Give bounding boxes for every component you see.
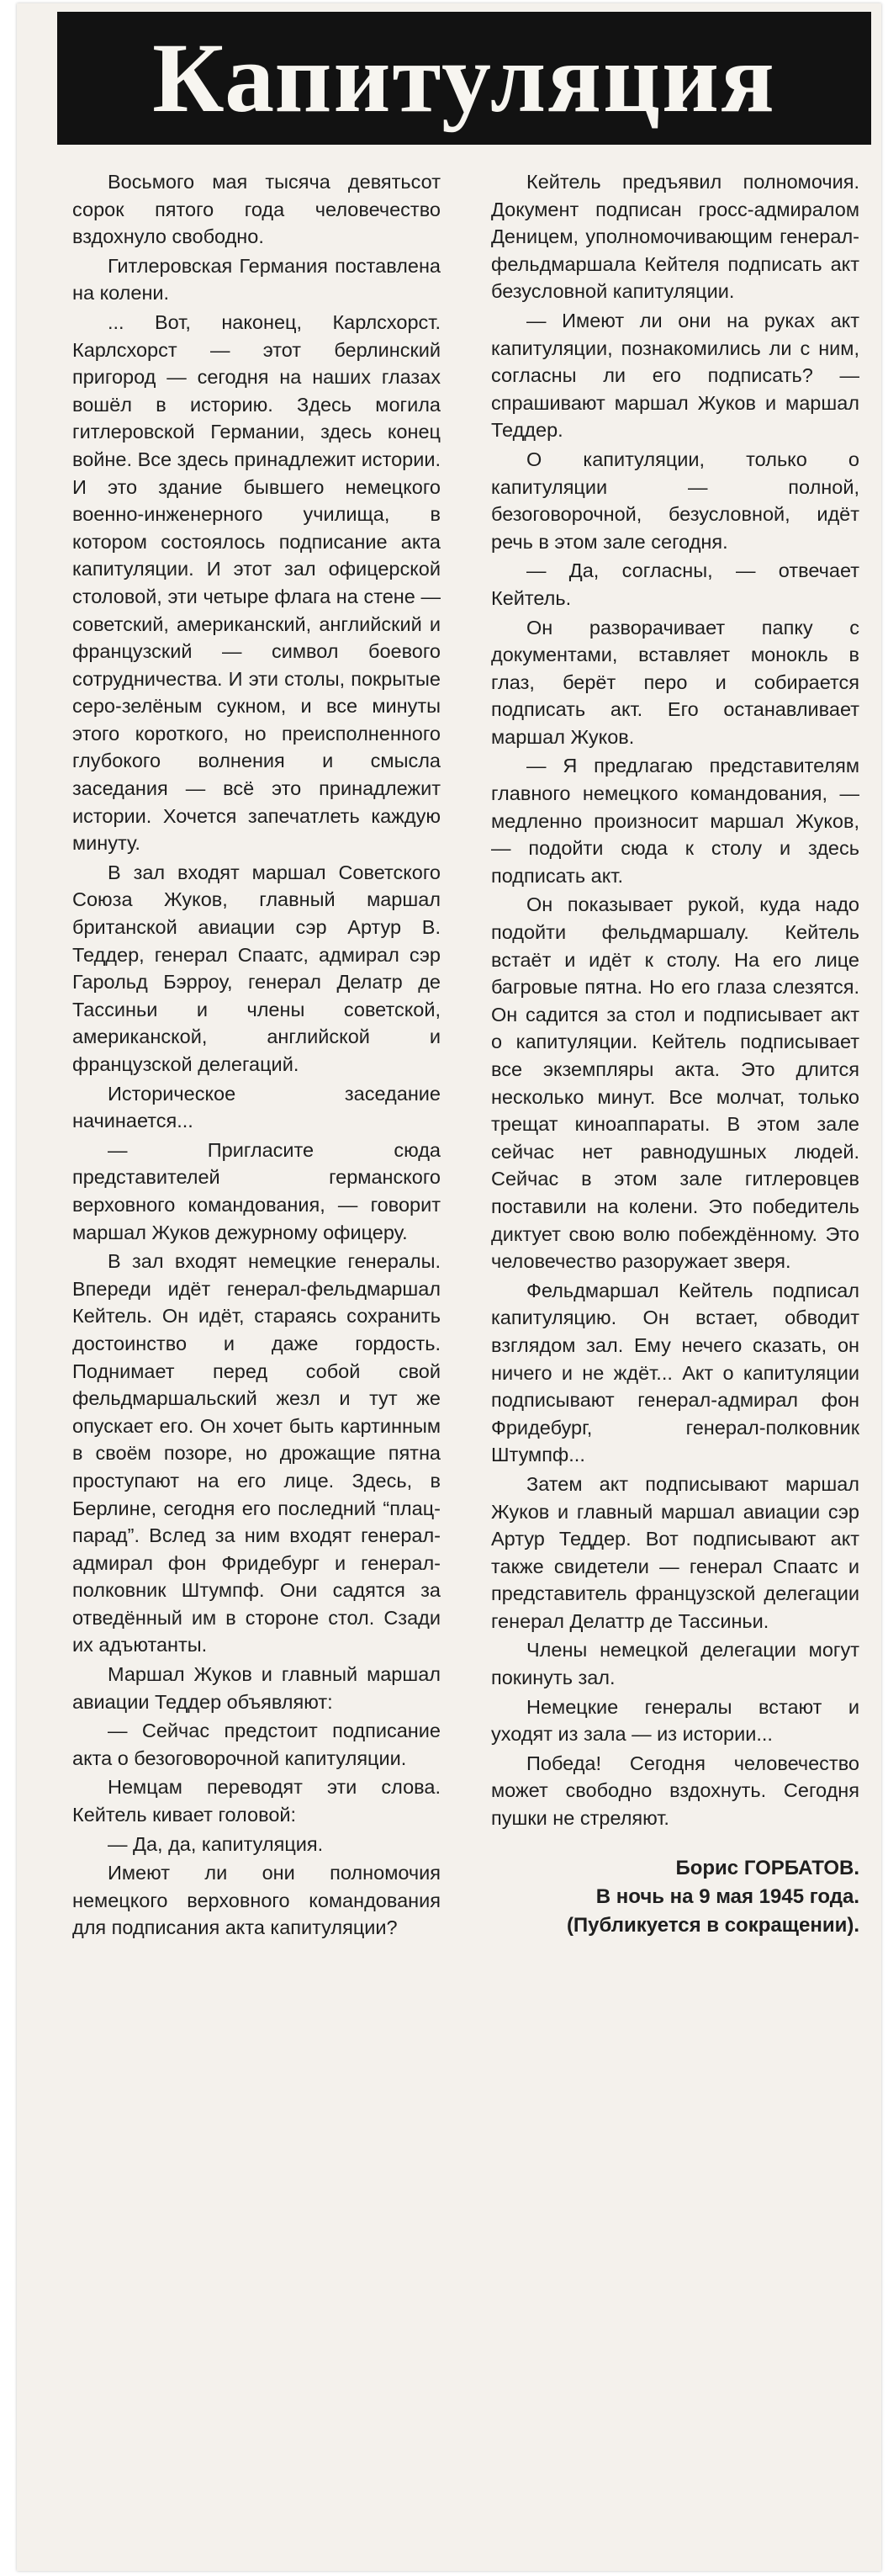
paragraph: Историческое заседание начинается... [72, 1082, 441, 1132]
paragraph: О капитуляции, только о капитуляции — полной, безоговорочной, безусловной, идёт речь в этом зале сегодня. [491, 448, 859, 553]
article-body [72, 168, 859, 2557]
article-headline: Капитуляция [57, 12, 871, 145]
paragraph: Восьмого мая тысяча девятьсот сорок пятого года человечество вздохнуло свободно. [72, 171, 441, 248]
paragraph: Гитлеровская Германия поставлена на колени. [72, 254, 441, 305]
paragraph: Он показывает рукой, куда надо подойти фельдмаршалу. Кейтель встаёт и идёт к столу. На его лице багровые пятна. Но его глаза слезятся. Он садится за стол и подписывает акт о капитуляции. Кейтель подписывает все экземпляры акта. Это длится несколько минут. Все молчат, только трещат киноаппараты. В этом зале сейчас нет равнодушных людей. Сейчас в этом зале гитлеровцев поставили на колени. Это победитель диктует свою волю побеждённому. Это человечество разоружает зверя. [491, 893, 859, 1273]
left-column [72, 168, 441, 2557]
paragraph: — Я предлагаю представителям главного немецкого командования, — медленно произносит маршал Жуков, — подойти сюда к столу и здесь подписать акт. [491, 755, 859, 887]
paragraph: Кейтель предъявил полномочия. Документ подписан гросс-адмиралом Деницем, уполномочивающим генерал-фельдмаршала Кейтеля подписать акт безусловной капитуляции. [491, 171, 859, 303]
paragraph: Немецкие генералы встают и уходят из зала — из истории... [491, 1695, 859, 1746]
author-name: Борис ГОРБАТОВ. [675, 1856, 859, 1879]
paragraph: — Пригласите сюда представителей германского верховного командования, — говорит маршал Жуков дежурному офицеру. [72, 1138, 441, 1243]
paragraph: — Да, да, капитуляция. [108, 1832, 324, 1855]
paragraph: — Имеют ли они на руках акт капитуляции, познакомились ли с ним, согласны ли его подписать? — спрашивают маршал Жуков и маршал Теддер. [491, 309, 859, 442]
paragraph: Он разворачивает папку с документами, вставляет монокль в глаз, берёт перо и собирается подписать акт. Его останавливает маршал Жуков. [491, 616, 859, 748]
paragraph: Маршал Жуков и главный маршал авиации Теддер объявляют: [72, 1663, 441, 1713]
paragraph: Немцам переводят эти слова. Кейтель кивает головой: [72, 1776, 441, 1826]
paragraph: Фельдмаршал Кейтель подписал капитуляцию. Он встает, обводит взглядом зал. Ему нечего сказать, он ничего и не ждёт... Акт о капитуляции подписывают генерал-адмирал фон Фридебург, генерал-полковник Штумпф... [491, 1279, 859, 1466]
paragraph: ... Вот, наконец, Карлсхорст. Карлсхорст — этот берлинский пригород — сегодня на наших глазах вошёл в историю. Здесь могила гитлеровской Германии, здесь конец войне. Все здесь принадлежит истории. И это здание бывшего немецкого военно-инженерного училища, в котором состоялось подписание акта капитуляции. И этот зал офицерской столовой, эти четыре флага на стене — советский, американский, английский и французский — символ боевого сотрудничества. И эти столы, покрытые серо-зелёным сукном, и все минуты этого короткого, но преисполненного глубокого волнения и смысла заседания — всё это принадлежит истории. Хочется запечатлеть каждую минуту. [72, 310, 441, 855]
paragraph: — Да, согласны, — отвечает Кейтель. [491, 559, 859, 609]
paragraph: — Сейчас предстоит подписание акта о безоговорочной капитуляции. [72, 1720, 441, 1769]
paragraph: Победа! Сегодня человечество может свободно вздохнуть. Сегодня пушки не стреляют. [491, 1752, 859, 1830]
paragraph: В зал входят маршал Советского Союза Жуков, главный маршал британской авиации сэр Артур В. Теддер, генерал Спаатс, адмирал сэр Гарольд Бэрроу, генерал Делатр де Тассиньи и члены советской, американской, английской и французской делегаций. [72, 861, 441, 1075]
paragraph: Члены немецкой делегации могут покинуть зал. [491, 1639, 859, 1689]
publication-note: (Публикуется в сокращении). [566, 1913, 859, 1937]
paragraph: Имеют ли они полномочия немецкого верховного командования для подписания акта капитуляции? [72, 1862, 441, 1939]
paragraph: В зал входят немецкие генералы. Впереди идёт генерал-фельдмаршал Кейтель. Он идёт, стараясь сохранить достоинство и даже гордость. Поднимает перед собой свой фельдмаршальский жезл и тут же опускает его. Он хочет быть картинным в своём позоре, но дрожащие пятна проступают на его лице. Здесь, в Берлине, сегодня его последний “плац-парад”. Вслед за ним входят генерал-адмирал фон Фридебург и генерал-полковник Штумпф. Они садятся за отведённый им в стороне стол. Сзади их адъютанты. [72, 1250, 441, 1656]
right-column [491, 168, 859, 2557]
newspaper-clipping [17, 3, 881, 2571]
article-signature [491, 1854, 859, 1940]
dateline: В ночь на 9 мая 1945 года. [595, 1884, 859, 1908]
paragraph: Затем акт подписывают маршал Жуков и главный маршал авиации сэр Артур Теддер. Вот подписывают акт также свидетели — генерал Спаатс и представитель французской делегации генерал Делаттр де Тассиньи. [491, 1472, 859, 1632]
